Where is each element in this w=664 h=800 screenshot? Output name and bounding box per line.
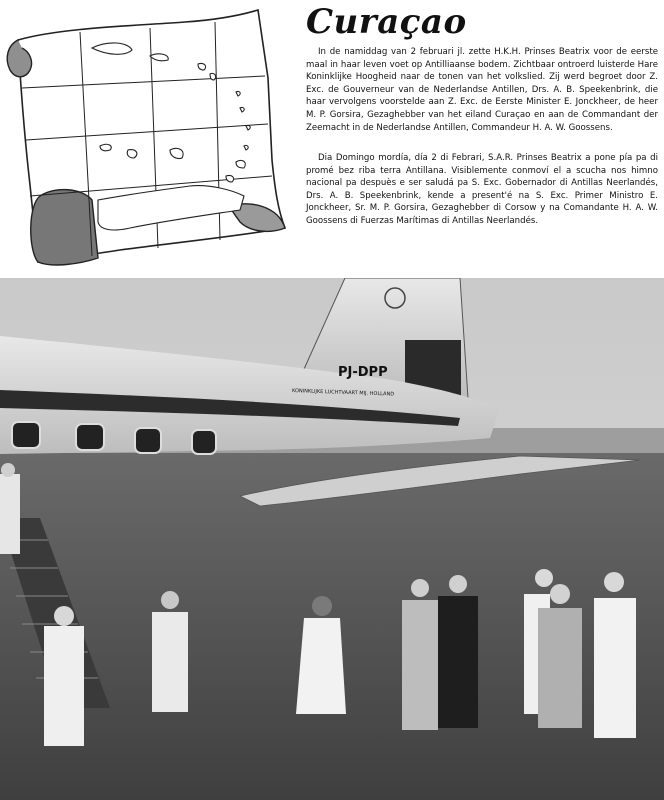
arrival-photo <box>0 278 664 800</box>
aircraft-registration: PJ-DPP <box>338 365 388 380</box>
caribbean-map-scroll-icon <box>0 0 300 278</box>
article-paragraph-dutch: In de namiddag van 2 februari jl. zette H.K.H. Prinses Beatrix voor de eerste maal in haar leven voet op Antilliaanse bodem. Zichtbaar ontroerd luisterde Hare Koninklijke Hoogheid naar de tonen van het volkslied. Zij werd begroet door Z. Exc. de Gouverneur van de Nederlandse Antillen, Drs. A. B. Speekenbrink, die haar vervolgens voorstelde aan Z. Exc. de Eerste Minister E. Jonckheer, de heer M. P. Gorsira, Gezaghebber van het eiland Curaçao en aan de Commandant der Zeemacht in de Nederlandse Antillen, Commandeur H. A. W. Goossens. <box>306 47 658 133</box>
airline-name: KONINKLIJKE LUCHTVAART MIJ. HOLLAND <box>291 388 395 398</box>
page-title: Curaçao <box>306 2 467 42</box>
article-paragraph-papiamentu: Dia Domingo mordía, día 2 di Febrari, S.A.R. Prinses Beatrix a pone pía pa di promé bez riba terra Antillana. Visiblemente conmoví el a scucha nos himno nacional pa despuès e ser saludá pa S. Exc. Gobernador di Antillas Neerlandés, Drs. A. B. Speekenbrink, kende a present'é na S. Exc. Primer Ministro E. Jonckheer, Sr. M. P. Gorsira, Gezaghebber di Corsow y na Comandante H. A. W. Goossens di Fuerzas Marítimas di Antillas Neerlandés. <box>306 153 658 226</box>
